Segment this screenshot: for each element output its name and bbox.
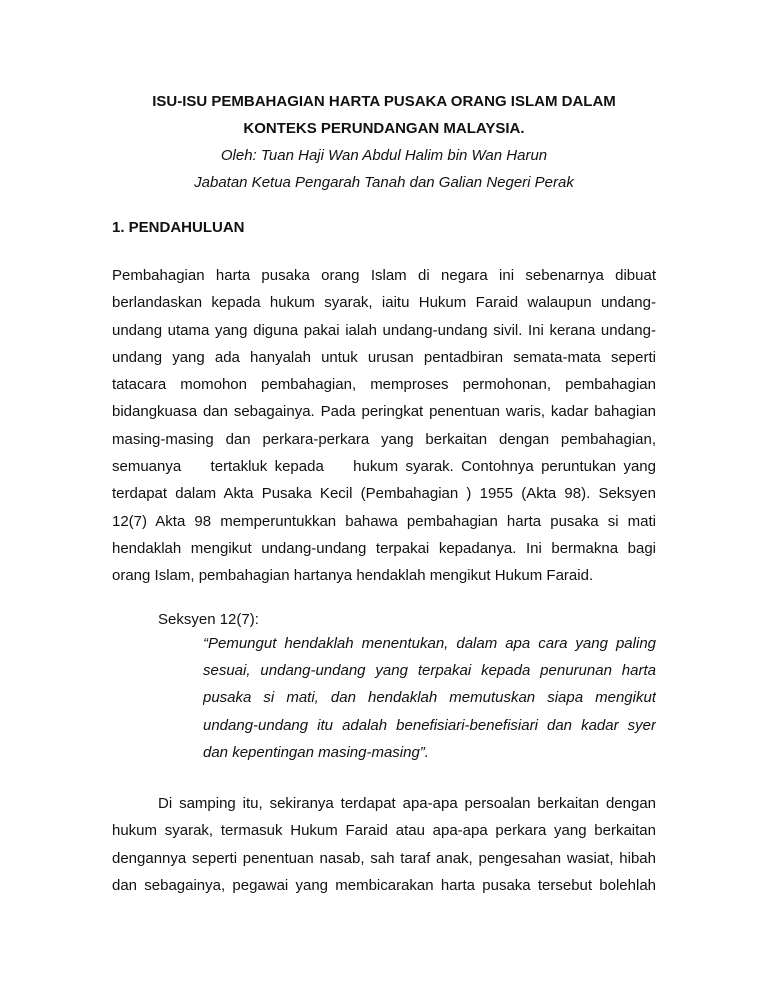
paragraph-line: berlandaskan kepada hukum syarak, iaitu Hukum Faraid walaupun undang- <box>112 294 656 312</box>
paragraph-line: masing-masing dan perkara-perkara yang berkaitan dengan pembahagian, <box>112 430 656 448</box>
section-heading: 1. PENDAHULUAN <box>112 219 245 236</box>
paragraph-line: terdapat dalam Akta Pusaka Kecil (Pembahagian ) 1955 (Akta 98). Seksyen <box>112 485 656 503</box>
paragraph-introduction <box>112 262 656 590</box>
author-line: Oleh: Tuan Haji Wan Abdul Halim bin Wan Harun <box>220 147 548 164</box>
paragraph-line: bidangkuasa dan sebagainya. Pada peringkat penentuan waris, kadar bahagian <box>112 403 656 421</box>
paragraph-line: Di samping itu, sekiranya terdapat apa-apa persoalan berkaitan dengan <box>158 795 656 812</box>
paragraph-line: semuanya tertakluk kepada hukum syarak. Contohnya peruntukan yang <box>112 458 656 476</box>
paragraph-continuation <box>112 790 656 899</box>
paragraph-line: 12(7) Akta 98 memperuntukkan bahawa pembahagian harta pusaka si mati <box>112 512 656 530</box>
paragraph-line: dengannya seperti penentuan nasab, sah taraf anak, pengesahan wasiat, hibah <box>112 849 656 867</box>
quoted-provision <box>203 630 656 766</box>
department-line: Jabatan Ketua Pengarah Tanah dan Galian Negeri Perak <box>194 174 574 191</box>
section-reference-label: Seksyen 12(7): <box>158 611 259 628</box>
paragraph-line: tatacara momohon pembahagian, memproses permohonan, pembahagian <box>112 376 656 394</box>
paragraph-line: Pembahagian harta pusaka orang Islam di negara ini sebenarnya dibuat <box>112 267 656 284</box>
quote-line: pusaka si mati, dan hendaklah memutuskan siapa mengikut <box>203 689 656 707</box>
document-title-line-1: ISU-ISU PEMBAHAGIAN HARTA PUSAKA ORANG ISLAM DALAM <box>152 93 616 110</box>
paragraph-line: dan sebagainya, pegawai yang membicarakan harta pusaka tersebut bolehlah <box>112 876 656 894</box>
document-title-line-2: KONTEKS PERUNDANGAN MALAYSIA. <box>243 120 525 137</box>
paragraph-line: undang utama yang diguna pakai ialah undang-undang sivil. Ini kerana undang- <box>112 321 656 339</box>
paragraph-line: hendaklah mengikut undang-undang terpakai kepadanya. Ini bermakna bagi <box>112 539 656 557</box>
quote-line: dan kepentingan masing-masing”. <box>203 743 429 761</box>
paragraph-line: hukum syarak, termasuk Hukum Faraid atau apa-apa perkara yang berkaitan <box>112 822 656 840</box>
paragraph-line: orang Islam, pembahagian hartanya hendaklah mengikut Hukum Faraid. <box>112 567 594 585</box>
quote-line: sesuai, undang-undang yang terpakai kepada penurunan harta <box>203 662 656 680</box>
quote-line: undang-undang itu adalah benefisiari-benefisiari dan kadar syer <box>203 716 656 734</box>
quote-line: “Pemungut hendaklah menentukan, dalam apa cara yang paling <box>203 635 656 652</box>
paragraph-line: undang yang ada hanyalah untuk urusan pentadbiran semata-mata seperti <box>112 348 656 366</box>
title-block <box>112 88 656 196</box>
